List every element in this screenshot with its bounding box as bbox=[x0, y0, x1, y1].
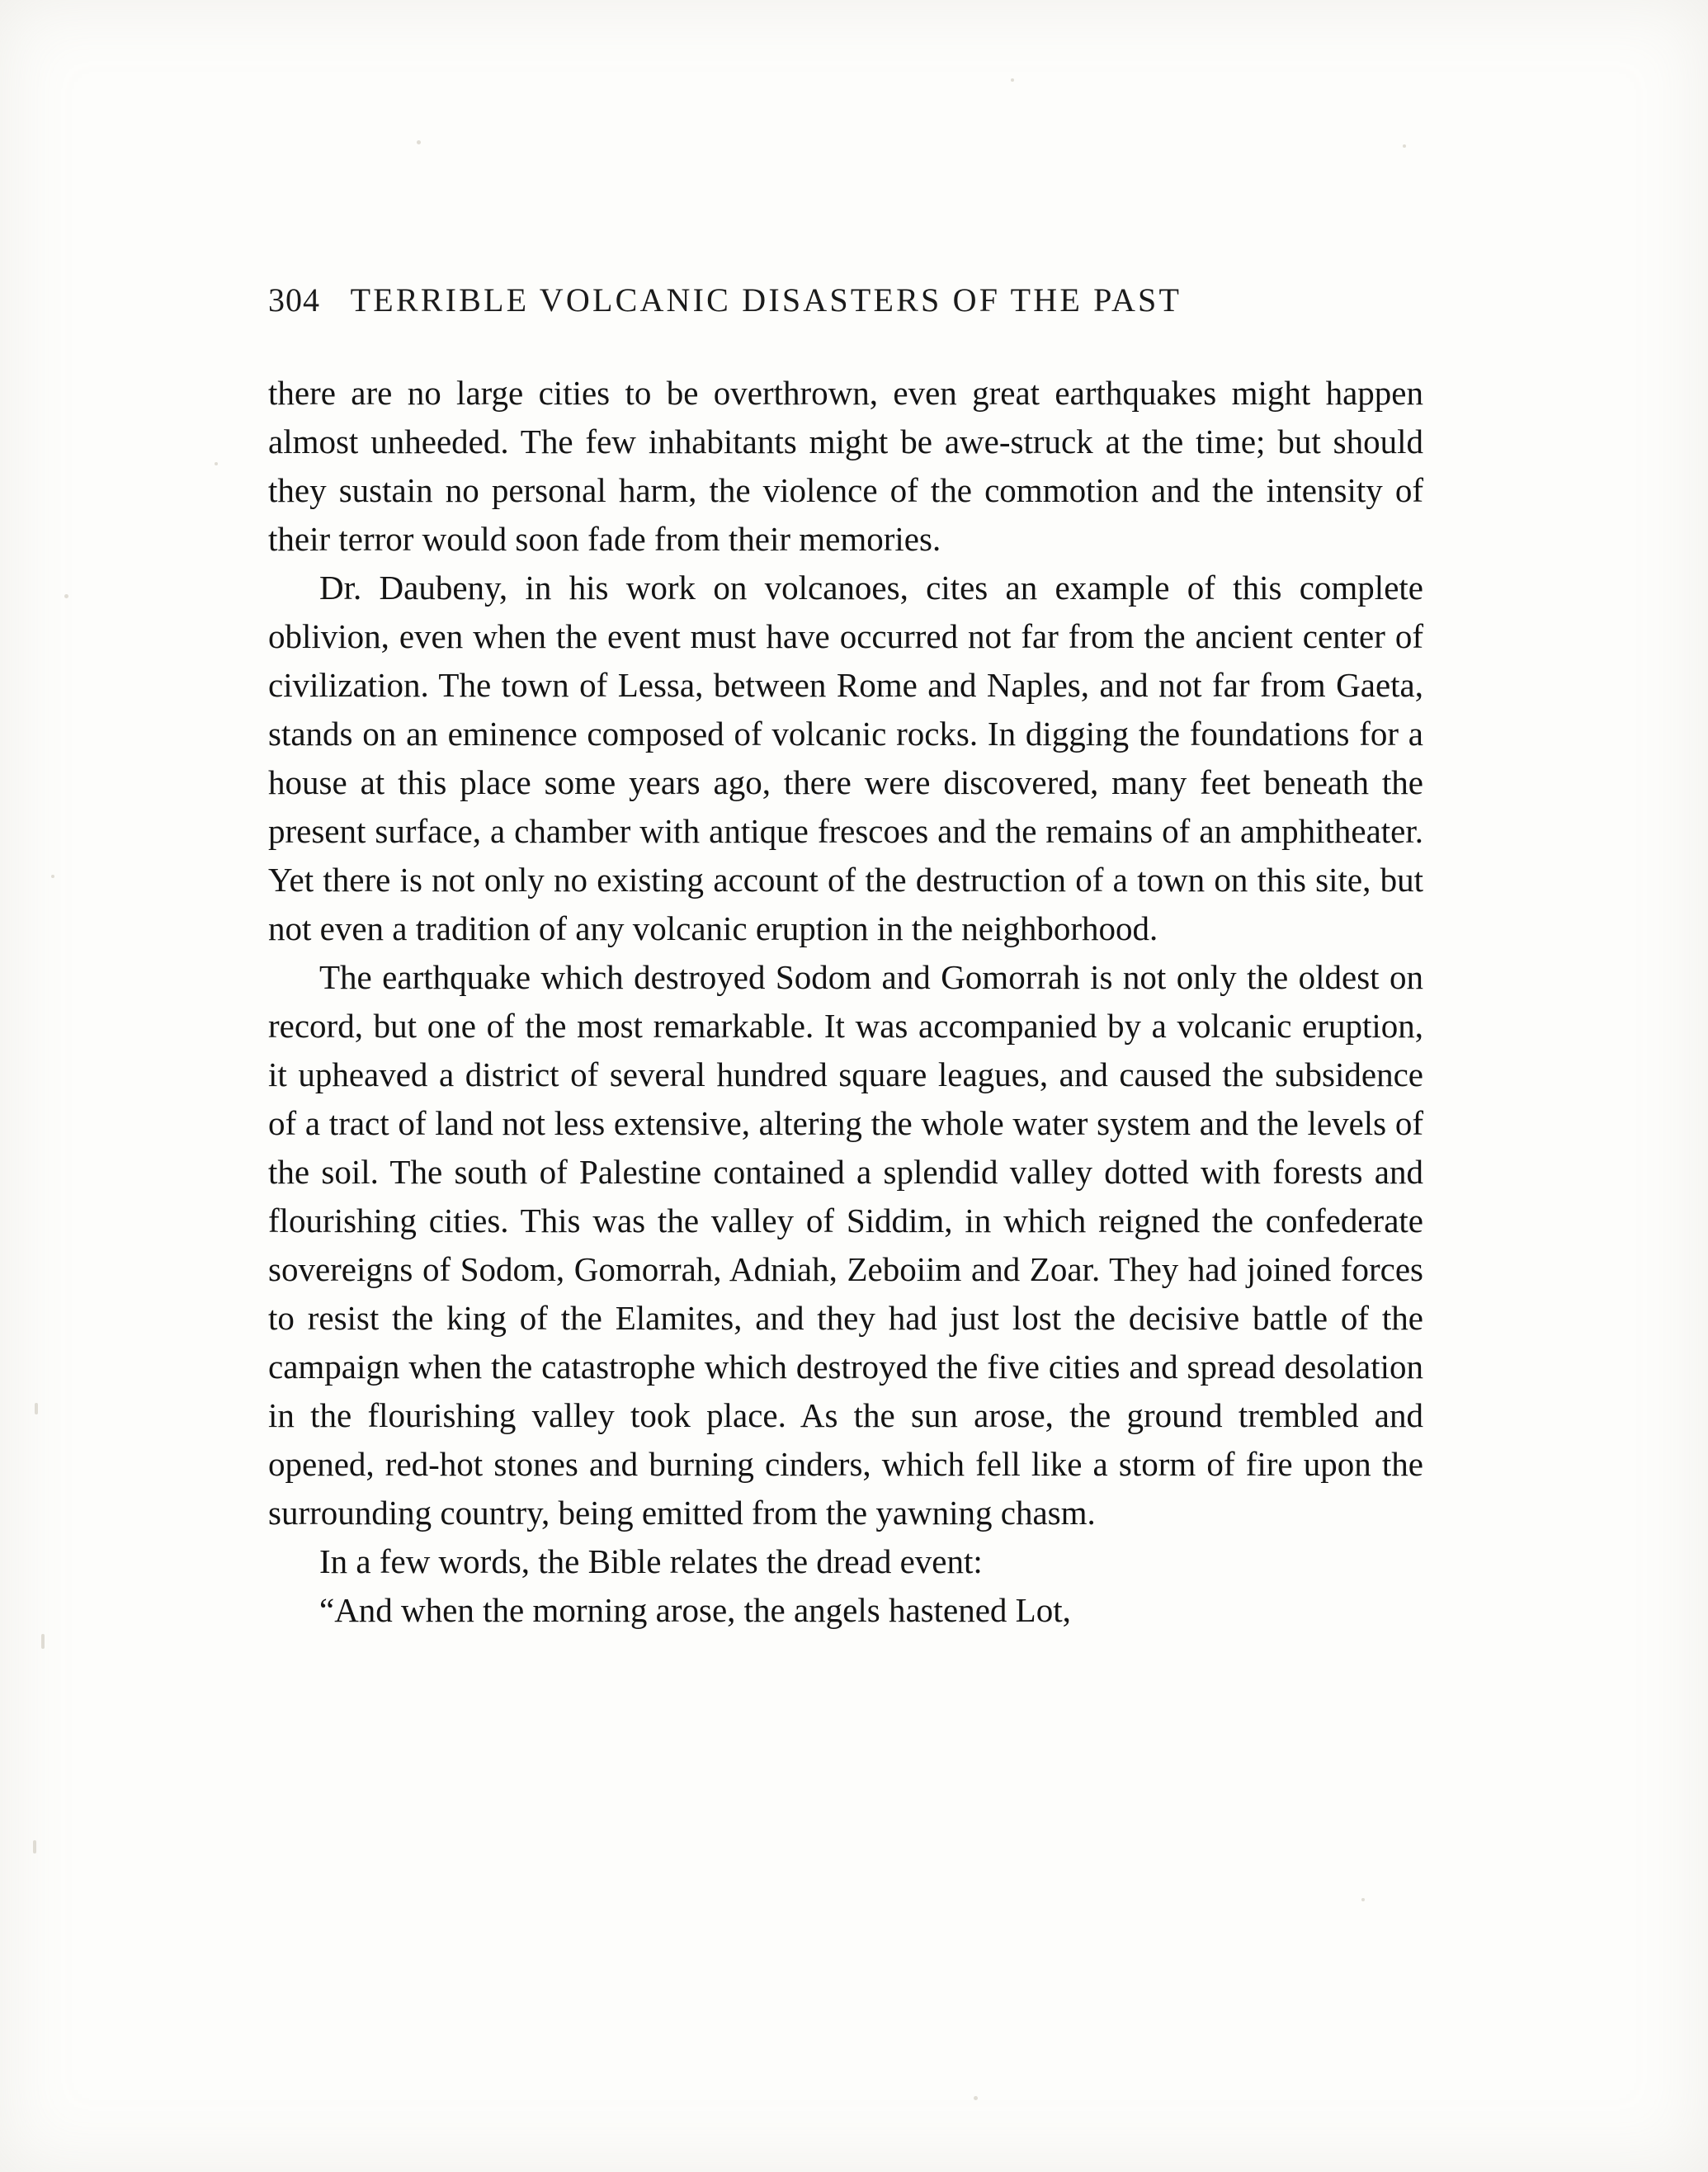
paper-speck bbox=[35, 1403, 38, 1414]
paragraph: The earthquake which destroyed Sodom and Gomorrah is not only the oldest on record, but one of the most remarkable. It was accompanied by a volcanic eruption, it upheaved a district of several hundred square leagues, and caused the subsidence of a tract of land not less extensive, altering the whole water system and the levels of the soil. The south of Palestine contained a splendid valley dotted with forests and flourishing cities. This was the valley of Siddim, in which reigned the confederate sovereigns of Sodom, Gomorrah, Adniah, Zeboiim and Zoar. They had joined forces to resist the king of the Elamites, and they had just lost the decisive battle of the campaign when the catastrophe which destroyed the five cities and spread desolation in the flourishing valley took place. As the sun arose, the ground trembled and opened, red-hot stones and burning cinders, which fell like a storm of fire upon the surrounding country, being emitted from the yawning chasm. bbox=[268, 958, 1423, 1532]
paper-speck bbox=[417, 140, 421, 144]
paper-speck bbox=[64, 594, 68, 598]
paragraph: “And when the morning arose, the angels hastened Lot, bbox=[319, 1591, 1071, 1629]
paragraph: Dr. Daubeny, in his work on volcanoes, cites an example of this complete oblivion, even when the event must have occurred not far from the ancient center of civilization. The town of Lessa, between Rome and Naples, and not far from Gaeta, stands on an eminence composed of volcanic rocks. In digging the foundations for a house at this place some years ago, there were discovered, many feet beneath the present surface, a chamber with antique frescoes and the remains of an amphitheater. Yet there is not only no existing account of the destruction of a town on this site, but not even a tradition of any volcanic eruption in the neighborhood. bbox=[268, 569, 1423, 947]
body-text bbox=[268, 369, 1423, 1635]
running-head-title: TERRIBLE VOLCANIC DISASTERS OF THE PAST bbox=[350, 281, 1182, 319]
paper-speck bbox=[33, 1840, 36, 1853]
page-number: 304 bbox=[268, 281, 320, 319]
running-head bbox=[268, 281, 1423, 319]
paragraph: there are no large cities to be overthrown, even great earthquakes might happen almost unheeded. The few inhabitants might be awe-struck at the time; but should they sustain no personal harm, the violence of the commotion and the intensity of their terror would soon fade from their memories. bbox=[268, 374, 1423, 558]
paper-speck bbox=[41, 1634, 45, 1649]
paper-speck bbox=[1403, 144, 1406, 148]
paper-speck bbox=[974, 2096, 978, 2100]
paper-speck bbox=[1011, 78, 1014, 82]
paper-speck bbox=[1361, 1898, 1365, 1901]
page-content bbox=[268, 281, 1423, 1635]
paper-speck bbox=[51, 875, 54, 878]
paragraph: In a few words, the Bible relates the dread event: bbox=[319, 1542, 983, 1580]
paper-speck bbox=[215, 462, 218, 465]
